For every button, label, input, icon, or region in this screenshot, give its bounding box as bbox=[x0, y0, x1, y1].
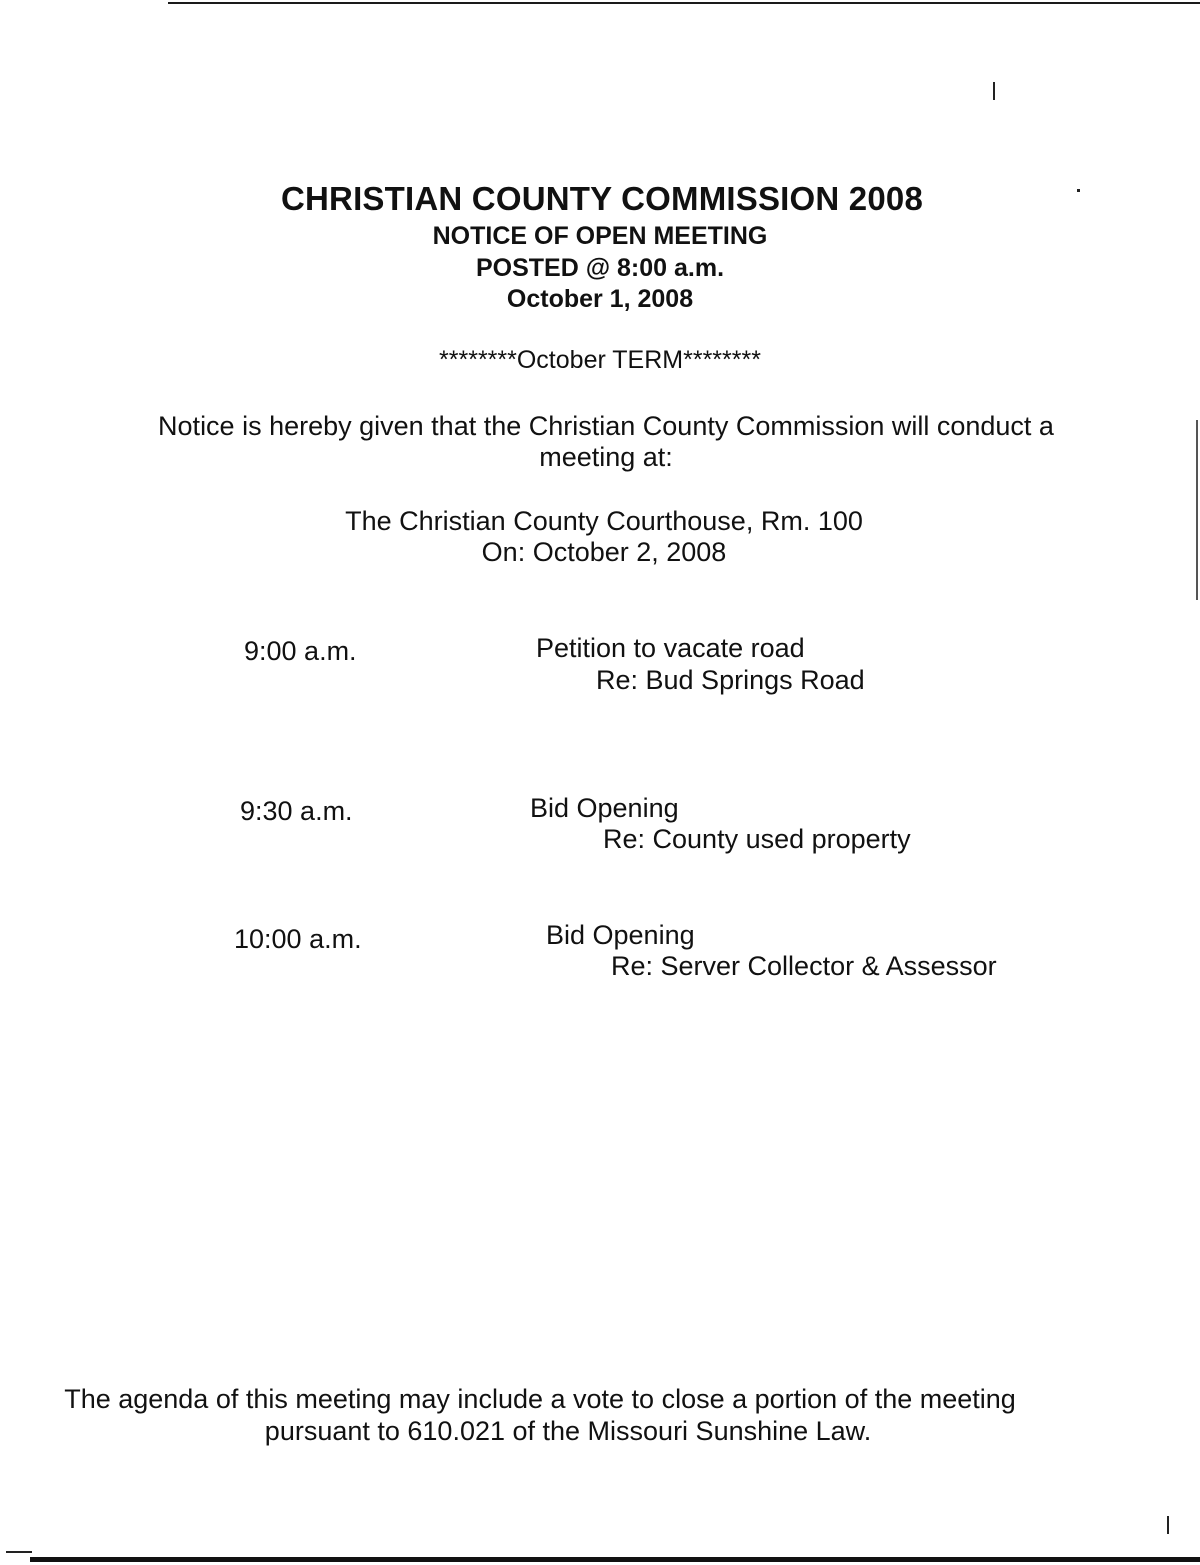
agenda-time: 9:00 a.m. bbox=[244, 636, 357, 666]
notice-line: Notice is hereby given that the Christian County Commission will conduct a bbox=[158, 411, 1054, 441]
agenda-time: 10:00 a.m. bbox=[234, 924, 362, 954]
location-place: The Christian County Courthouse, Rm. 100 bbox=[345, 506, 863, 536]
location-date: On: October 2, 2008 bbox=[481, 537, 727, 567]
agenda-item-re: Re: County used property bbox=[603, 824, 911, 854]
sunshine-law-footer bbox=[0, 1383, 1080, 1447]
term-label: ********October TERM******** bbox=[439, 346, 761, 374]
agenda-item-title: Petition to vacate road bbox=[536, 633, 805, 663]
top-rule bbox=[168, 2, 1200, 4]
posted-date: October 1, 2008 bbox=[506, 285, 694, 313]
scan-mark bbox=[993, 82, 995, 100]
scan-mark bbox=[6, 1551, 32, 1553]
scan-mark bbox=[1167, 1516, 1169, 1534]
notice-line: meeting at: bbox=[539, 442, 673, 472]
agenda-item-title: Bid Opening bbox=[530, 793, 679, 823]
page-title: CHRISTIAN COUNTY COMMISSION 2008 bbox=[280, 180, 924, 217]
footer-line: pursuant to 610.021 of the Missouri Sunshine Law. bbox=[264, 1416, 872, 1446]
agenda-item-re: Re: Bud Springs Road bbox=[596, 665, 865, 695]
bottom-rule bbox=[30, 1557, 1200, 1562]
posted-time: POSTED @ 8:00 a.m. bbox=[475, 254, 725, 282]
agenda-item-re: Re: Server Collector & Assessor bbox=[611, 951, 997, 981]
notice-paragraph bbox=[6, 411, 1200, 473]
agenda-item-title: Bid Opening bbox=[546, 920, 695, 950]
agenda-time: 9:30 a.m. bbox=[240, 796, 353, 826]
footer-line: The agenda of this meeting may include a vote to close a portion of the meeting bbox=[64, 1384, 1016, 1414]
notice-type: NOTICE OF OPEN MEETING bbox=[432, 222, 768, 250]
meeting-location bbox=[4, 506, 1200, 568]
